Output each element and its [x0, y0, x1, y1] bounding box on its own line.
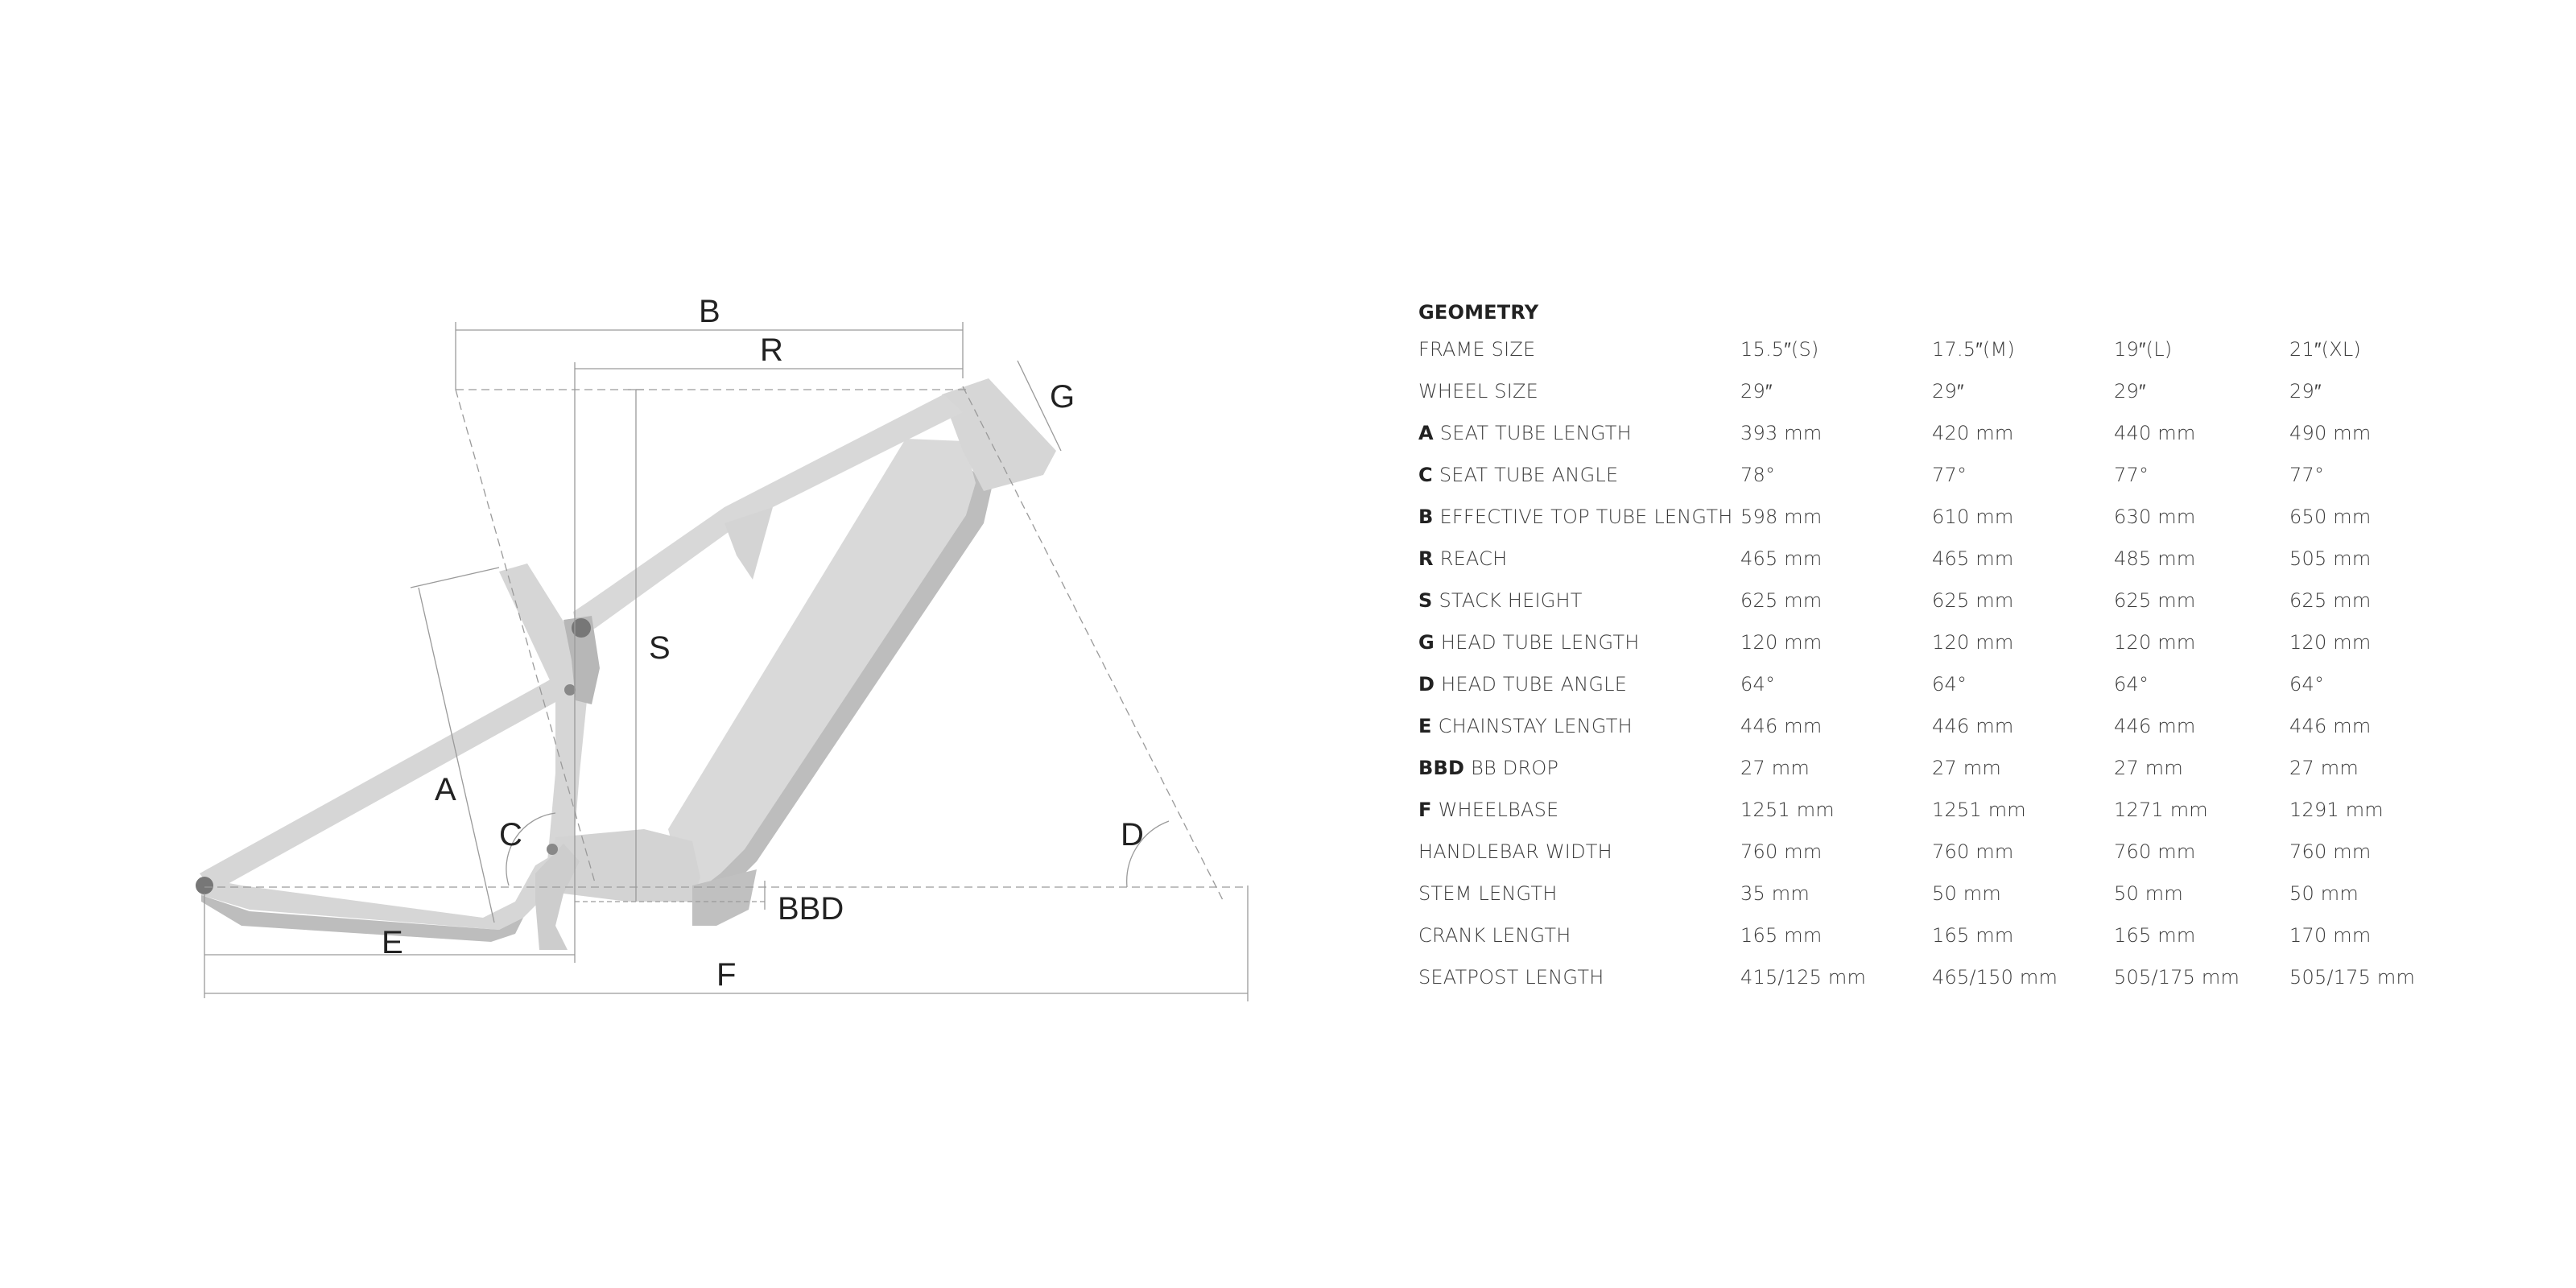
row-value: 598 mm — [1740, 506, 1823, 528]
row-label — [1418, 464, 1740, 486]
table-row — [1418, 370, 2450, 412]
table-row — [1418, 873, 2450, 914]
row-value: 630 mm — [2114, 506, 2196, 528]
row-value: 760 mm — [1740, 840, 1823, 863]
row-value: 760 mm — [1932, 840, 2014, 863]
row-label — [1418, 547, 1740, 570]
table-row — [1418, 705, 2450, 747]
row-label — [1418, 506, 1740, 528]
row-label-text: WHEEL SIZE — [1418, 380, 1539, 402]
row-value: 27 mm — [1932, 757, 2001, 779]
row-key: C — [1418, 464, 1433, 486]
row-value: 19″(L) — [2114, 337, 2173, 361]
table-row — [1418, 831, 2450, 873]
down-tube — [668, 439, 976, 895]
row-value: 50 mm — [2114, 882, 2183, 905]
row-value: 77° — [1932, 464, 1967, 486]
row-label-text: SEAT TUBE ANGLE — [1439, 464, 1619, 486]
dim-label-a: A — [435, 772, 456, 807]
row-value: 165 mm — [2114, 924, 2196, 947]
table-row — [1418, 412, 2450, 454]
table-row — [1418, 538, 2450, 580]
row-value: 50 mm — [2289, 882, 2359, 905]
row-value: 170 mm — [2289, 924, 2372, 947]
row-value: 625 mm — [1932, 589, 2014, 612]
row-label — [1418, 422, 1740, 444]
row-value: 420 mm — [1932, 422, 2014, 444]
row-value: 446 mm — [1932, 715, 2014, 737]
dim-label-g: G — [1050, 379, 1075, 415]
row-key: S — [1418, 589, 1433, 612]
table-row — [1418, 580, 2450, 621]
row-value: 415/125 mm — [1740, 966, 1867, 989]
row-value: 64° — [2289, 673, 2325, 696]
row-value: 1251 mm — [1740, 799, 1835, 821]
row-label-text: FRAME SIZE — [1418, 338, 1536, 361]
row-value: 77° — [2289, 464, 2325, 486]
row-label-text: STACK HEIGHT — [1439, 589, 1583, 612]
row-value: 78° — [1740, 464, 1776, 486]
row-value: 27 mm — [1740, 757, 1810, 779]
table-row — [1418, 454, 2450, 496]
row-key: G — [1418, 631, 1435, 654]
row-value: 64° — [1932, 673, 1967, 696]
row-label — [1418, 380, 1740, 402]
row-value: 465 mm — [1932, 547, 2014, 570]
row-value: 485 mm — [2114, 547, 2196, 570]
row-value: 120 mm — [1740, 631, 1823, 654]
row-value: 165 mm — [1932, 924, 2014, 947]
row-label — [1418, 631, 1740, 654]
row-value: 120 mm — [1932, 631, 2014, 654]
row-label — [1418, 673, 1740, 696]
row-value: 29″ — [1932, 379, 1964, 402]
row-label-text: SEATPOST LENGTH — [1418, 966, 1604, 989]
table-row — [1418, 328, 2450, 370]
dim-label-b: B — [699, 294, 720, 329]
dim-label-bbd: BBD — [778, 891, 844, 927]
seat-stay — [200, 672, 573, 892]
dim-label-r: R — [760, 332, 783, 368]
row-label — [1418, 589, 1740, 612]
row-key: E — [1418, 715, 1432, 737]
dim-label-s: S — [649, 630, 671, 666]
table-row — [1418, 789, 2450, 831]
row-value: 1251 mm — [1932, 799, 2026, 821]
row-label-text: HEAD TUBE ANGLE — [1441, 673, 1628, 696]
row-value: 64° — [2114, 673, 2149, 696]
row-value: 35 mm — [1740, 882, 1810, 905]
geometry-title: GEOMETRY — [1418, 301, 1539, 324]
row-value: 650 mm — [2289, 506, 2372, 528]
row-value: 760 mm — [2114, 840, 2196, 863]
row-value: 1291 mm — [2289, 799, 2384, 821]
row-value: 446 mm — [2289, 715, 2372, 737]
row-value: 625 mm — [1740, 589, 1823, 612]
row-value: 490 mm — [2289, 422, 2372, 444]
table-row — [1418, 956, 2450, 998]
row-label-text: CHAINSTAY LENGTH — [1438, 715, 1633, 737]
row-value: 15.5″(S) — [1740, 337, 1819, 361]
row-value: 505/175 mm — [2289, 966, 2416, 989]
row-value: 29″ — [2114, 379, 2146, 402]
row-label — [1418, 840, 1740, 863]
row-label — [1418, 924, 1740, 947]
row-value: 17.5″(M) — [1932, 337, 2015, 361]
row-key: B — [1418, 506, 1434, 528]
seat-stay-pivot — [564, 684, 576, 696]
geometry-table — [1418, 296, 2450, 998]
row-label-text: WHEELBASE — [1438, 799, 1559, 821]
row-label — [1418, 338, 1740, 361]
row-value: 505 mm — [2289, 547, 2372, 570]
row-value: 610 mm — [1932, 506, 2014, 528]
row-value: 505/175 mm — [2114, 966, 2240, 989]
row-value: 625 mm — [2114, 589, 2196, 612]
row-value: 446 mm — [2114, 715, 2196, 737]
row-label — [1418, 799, 1740, 821]
row-key: BBD — [1418, 757, 1465, 779]
table-row — [1418, 747, 2450, 789]
row-value: 21″(XL) — [2289, 337, 2361, 361]
row-value: 1271 mm — [2114, 799, 2208, 821]
row-label-text: STEM LENGTH — [1418, 882, 1558, 905]
row-label — [1418, 882, 1740, 905]
row-value: 27 mm — [2289, 757, 2359, 779]
row-value: 465 mm — [1740, 547, 1823, 570]
row-label-text: CRANK LENGTH — [1418, 924, 1571, 947]
bike-frame — [196, 378, 1056, 950]
row-label — [1418, 966, 1740, 989]
row-label — [1418, 715, 1740, 737]
row-key: D — [1418, 673, 1435, 696]
rear-axle-pivot — [196, 877, 213, 894]
row-label-text: SEAT TUBE LENGTH — [1439, 422, 1632, 444]
row-label — [1418, 757, 1740, 779]
table-row — [1418, 663, 2450, 705]
row-label-text: BB DROP — [1471, 757, 1559, 779]
row-key: F — [1418, 799, 1432, 821]
dim-label-c: C — [499, 817, 522, 852]
geometry-title-row — [1418, 296, 2450, 328]
row-key: R — [1418, 547, 1434, 570]
row-value: 465/150 mm — [1932, 966, 2058, 989]
table-row — [1418, 621, 2450, 663]
row-value: 120 mm — [2289, 631, 2372, 654]
row-value: 165 mm — [1740, 924, 1823, 947]
row-value: 50 mm — [1932, 882, 2001, 905]
row-value: 29″ — [1740, 379, 1773, 402]
row-label-text: REACH — [1439, 547, 1508, 570]
lower-pivot — [547, 844, 558, 855]
row-value: 440 mm — [2114, 422, 2196, 444]
row-value: 625 mm — [2289, 589, 2372, 612]
dim-label-f: F — [716, 957, 737, 993]
row-label-text: EFFECTIVE TOP TUBE LENGTH — [1439, 506, 1733, 528]
row-value: 760 mm — [2289, 840, 2372, 863]
dim-label-d: D — [1121, 817, 1144, 852]
row-label-text: HANDLEBAR WIDTH — [1418, 840, 1612, 863]
shock-mount — [535, 844, 580, 950]
geometry-rows — [1418, 328, 2450, 998]
table-row — [1418, 914, 2450, 956]
dim-label-e: E — [382, 925, 403, 960]
row-key: A — [1418, 422, 1434, 444]
row-label-text: HEAD TUBE LENGTH — [1440, 631, 1640, 654]
row-value: 446 mm — [1740, 715, 1823, 737]
row-value: 27 mm — [2114, 757, 2183, 779]
row-value: 120 mm — [2114, 631, 2196, 654]
row-value: 77° — [2114, 464, 2149, 486]
row-value: 64° — [1740, 673, 1776, 696]
row-value: 393 mm — [1740, 422, 1823, 444]
row-value: 29″ — [2289, 379, 2322, 402]
table-row — [1418, 496, 2450, 538]
